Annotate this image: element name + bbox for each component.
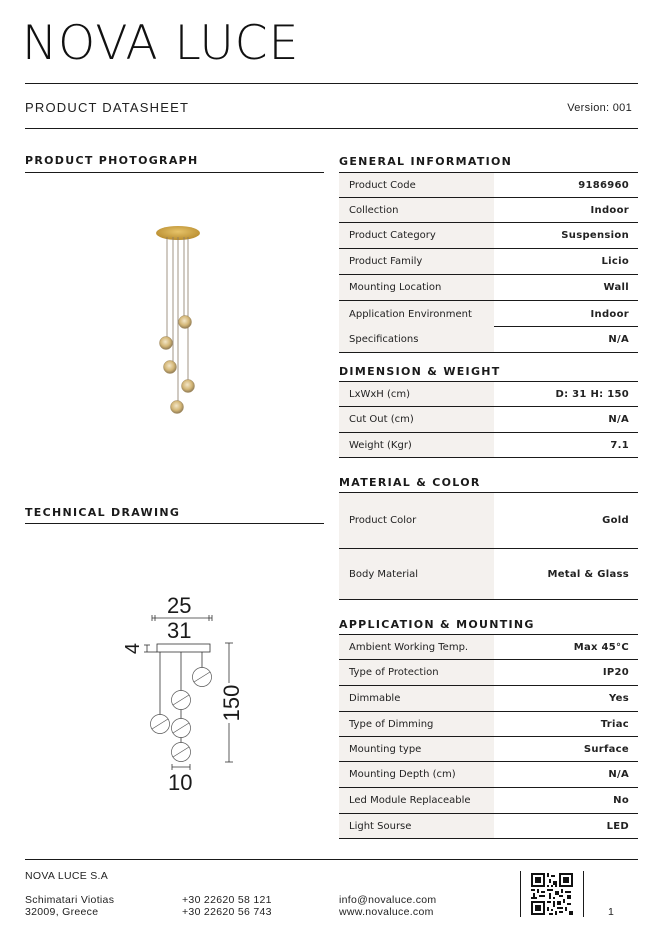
table-row [339,493,638,549]
application-section-title: APPLICATION & MOUNTING [339,618,535,631]
general-section-title: GENERAL INFORMATION [339,155,513,168]
row-value: Suspension [561,230,629,241]
table-row [339,660,638,686]
row-label: Mounting type [339,737,494,761]
row-label: Collection [339,198,494,222]
table-row [339,635,638,660]
table-row [339,173,638,198]
globe [160,337,173,350]
photo-section-rule [25,172,324,173]
footer-company: NOVA LUCE S.A [25,870,109,882]
row-value: Metal & Glass [547,568,629,580]
table-row [339,788,638,814]
table-row [339,814,638,839]
row-label: Light Sourse [339,814,494,838]
version-label: Version: 001 [567,102,632,114]
row-value: Indoor [590,204,629,216]
row-value: Triac [600,718,629,730]
table-row [339,198,638,223]
row-label: Type of Dimming [339,712,494,736]
dimension-globe-diameter: 10 [168,770,193,795]
row-value: Max 45°C [573,641,629,653]
row-value: No [613,795,629,806]
row-value: 7.1 [610,439,629,451]
row-value: Yes [609,693,629,704]
footer-phone-2: +30 22620 56 743 [182,906,272,918]
material-table [339,493,638,600]
table-row [339,249,638,275]
footer-address-line2: 32009, Greece [25,906,99,918]
qr-divider-left [520,871,521,917]
row-value: LED [606,820,629,832]
drawing-section-title: TECHNICAL DRAWING [25,506,181,519]
row-label: LxWxH (cm) [339,382,494,406]
row-label: Product Color [339,493,494,548]
dimension-canopy-height: 4 [122,642,145,655]
table-row [339,382,638,407]
table-row [339,686,638,712]
dimension-section-title: DIMENSION & WEIGHT [339,365,501,378]
row-value: Wall [603,282,629,293]
table-row [339,407,638,433]
general-info-table [339,173,638,353]
row-value: IP20 [602,667,629,678]
material-section-title: MATERIAL & COLOR [339,476,481,489]
row-label: Weight (Kgr) [339,433,494,457]
row-value: N/A [608,769,629,780]
document-title: PRODUCT DATASHEET [25,100,190,115]
table-row [339,737,638,762]
technical-drawing [120,590,260,800]
footer-phone-1: +30 22620 58 121 [182,894,272,906]
product-photograph [130,215,230,425]
table-row [339,275,638,301]
page-number: 1 [608,906,615,918]
footer-rule [25,859,638,860]
row-value: Surface [583,743,629,755]
table-row [339,433,638,458]
table-row [339,712,638,737]
row-label: Mounting Depth (cm) [339,762,494,787]
row-label: Application Environment [339,301,494,327]
row-label: Type of Protection [339,660,494,685]
footer-website-link[interactable]: www.novaluce.com [339,906,434,918]
drawing-section-rule [25,523,324,524]
row-value: N/A [608,414,629,425]
photo-section-title: PRODUCT PHOTOGRAPH [25,154,199,167]
globe [171,401,184,414]
row-value: Licio [601,256,629,267]
application-table [339,635,638,839]
table-row [339,301,638,327]
row-value: 9186960 [578,179,629,191]
globe [164,361,177,374]
globe [179,316,192,329]
dimension-table [339,382,638,458]
qr-code-icon[interactable] [531,873,573,915]
brand-logo: NOVA LUCE [22,16,300,71]
table-row [339,327,638,353]
header-rule-top [25,83,638,84]
globe [182,380,195,393]
row-label: Led Module Replaceable [339,788,494,813]
table-row [339,549,638,600]
glass-globes [160,316,195,414]
row-label: Product Category [339,223,494,248]
row-label: Product Family [339,249,494,274]
header-rule-bottom [25,128,638,129]
row-label: Ambient Working Temp. [339,635,494,659]
footer-address-line1: Schimatari Viotias [25,894,115,906]
row-value: Indoor [590,308,629,320]
row-value: Gold [602,515,629,526]
row-value: N/A [608,334,629,345]
row-value: D: 31 H: 150 [555,388,629,400]
row-label: Mounting Location [339,275,494,300]
row-label: Specifications [339,327,494,352]
row-label: Product Code [339,173,494,197]
dimension-outer-width: 31 [167,618,192,643]
dimension-total-height: 150 [219,684,244,722]
table-row [339,223,638,249]
row-label: Dimmable [339,686,494,711]
footer-email-link[interactable]: info@novaluce.com [339,894,437,906]
qr-divider-right [583,871,584,917]
dimension-inner-width: 25 [167,593,192,618]
row-label: Cut Out (cm) [339,407,494,432]
row-label: Body Material [339,549,494,599]
table-row [339,762,638,788]
